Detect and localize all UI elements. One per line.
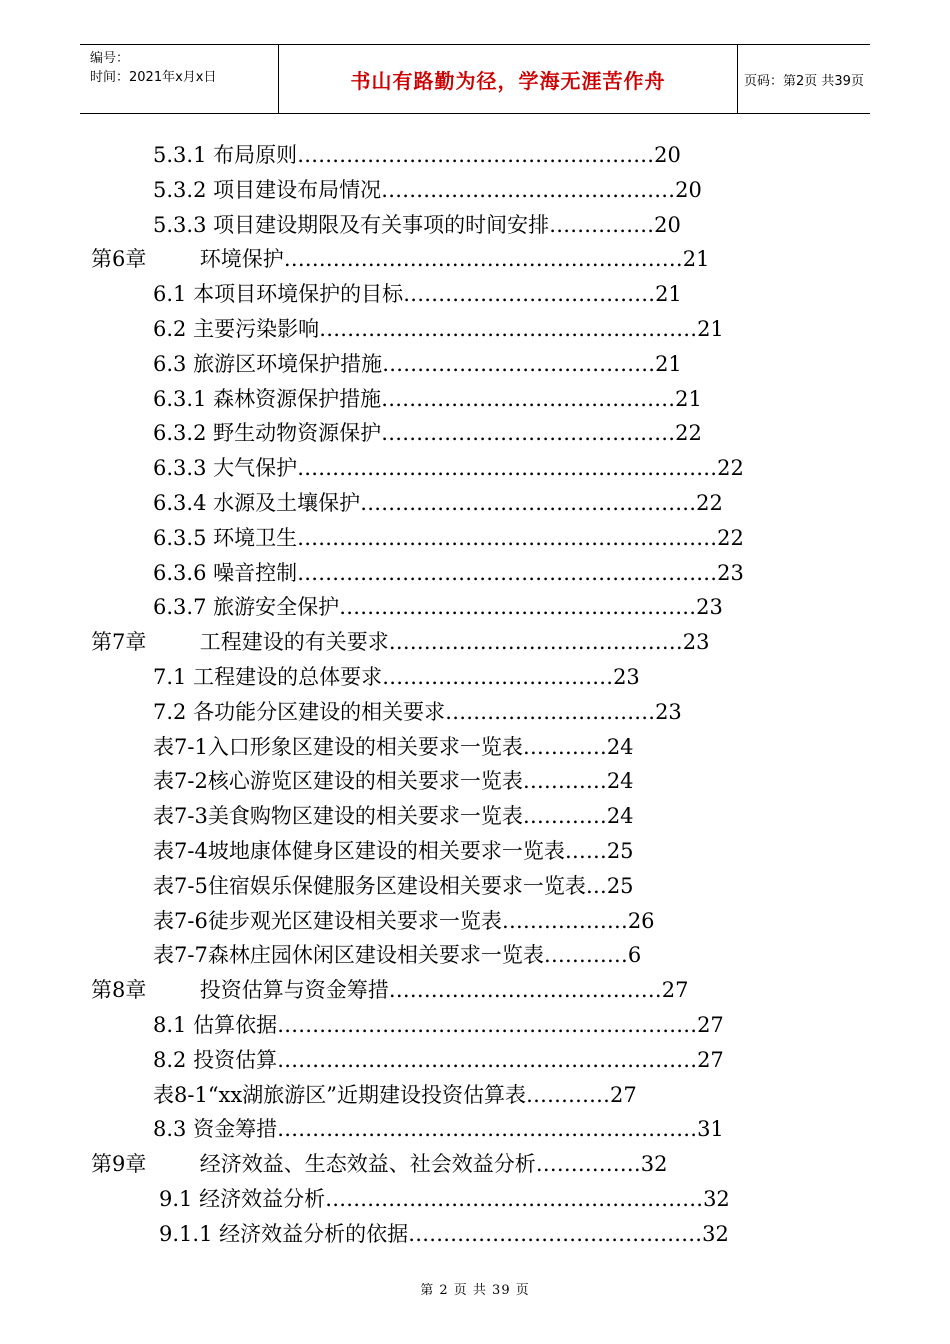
toc-entry <box>153 556 744 591</box>
toc-entry-text: 8.1 估算依据……………………………………………………27 <box>153 1013 724 1037</box>
toc-entry-text: 8.3 资金筹措……………………………………………………31 <box>153 1117 724 1142</box>
toc-entry-text: 6.3.5 环境卫生……………………………………………………22 <box>153 525 744 550</box>
toc-entry <box>153 208 681 243</box>
toc-entry <box>153 416 702 451</box>
toc-entry <box>153 590 723 625</box>
toc-entry <box>91 242 709 277</box>
document-time-label: 时间：2021年x月x日 <box>90 70 217 85</box>
toc-entry <box>153 451 744 486</box>
toc-entry-text: 表7-2核心游览区建设的相关要求一览表…………24 <box>153 769 634 794</box>
toc-entry <box>153 486 723 521</box>
toc-entry-text: 5.3.1 布局原则……………………………………………20 <box>153 143 681 167</box>
header-meta <box>90 49 280 87</box>
toc-entry-text: 6.3.1 森林资源保护措施……………………………………21 <box>153 386 702 411</box>
toc-entry-text: 表7-7森林庄园休闲区建设相关要求一览表…………6 <box>153 943 642 968</box>
toc-entry-text: 9.1.1 经济效益分析的依据……………………………………32 <box>159 1221 729 1246</box>
toc-entry <box>91 625 709 660</box>
toc-entry-text: 第7章 工程建设的有关要求……………………………………23 <box>91 630 710 655</box>
toc-entry-text: 表7-1入口形象区建设的相关要求一览表…………24 <box>153 734 634 759</box>
toc-entry-text: 6.3.3 大气保护……………………………………………………22 <box>153 456 744 481</box>
toc-entry-text: 6.3.7 旅游安全保护……………………………………………23 <box>153 595 723 620</box>
toc-entry <box>159 1182 730 1217</box>
toc-entry <box>153 730 634 765</box>
toc-entry-text: 表7-6徒步观光区建设相关要求一览表………………26 <box>153 908 655 933</box>
toc-entry-text: 6.3.2 野生动物资源保护……………………………………22 <box>153 421 702 446</box>
toc-entry <box>153 904 655 939</box>
header-page-info: 页码：第2页 共39页 <box>744 73 864 89</box>
toc-entry <box>153 382 702 417</box>
toc-entry-text: 第9章 经济效益、生态效益、社会效益分析……………32 <box>91 1152 668 1177</box>
toc-entry-text: 8.2 投资估算……………………………………………………27 <box>153 1047 724 1072</box>
toc-entry <box>153 521 744 556</box>
toc-entry-text: 第8章 投资估算与资金筹措…………………………………27 <box>91 978 689 1003</box>
toc-entry <box>153 1043 724 1078</box>
toc-entry-text: 7.2 各功能分区建设的相关要求…………………………23 <box>153 699 682 724</box>
toc-entry <box>153 347 682 382</box>
toc-entry-text: 表7-3美食购物区建设的相关要求一览表…………24 <box>153 804 634 829</box>
toc-entry-text: 9.1 经济效益分析………………………………………………32 <box>159 1187 730 1211</box>
toc-entry <box>153 312 724 347</box>
toc-entry <box>153 764 634 799</box>
toc-entry <box>159 1217 729 1252</box>
toc-entry-text: 表7-5住宿娱乐保健服务区建设相关要求一览表…25 <box>153 873 634 898</box>
toc-entry <box>153 138 681 173</box>
toc-entry-text: 6.3 旅游区环境保护措施…………………………………21 <box>153 351 682 376</box>
page-header <box>80 44 870 114</box>
toc-entry <box>153 834 634 869</box>
toc-entry <box>153 1112 724 1147</box>
toc-entry <box>153 938 641 973</box>
toc-entry-text: 5.3.2 项目建设布局情况……………………………………20 <box>153 177 702 202</box>
toc-entry-text: 5.3.3 项目建设期限及有关事项的时间安排……………20 <box>153 212 681 237</box>
toc-entry <box>153 1008 724 1043</box>
toc-entry <box>153 660 640 695</box>
toc-entry-text: 7.1 工程建设的总体要求……………………………23 <box>153 665 640 689</box>
document-number-label: 编号： <box>90 51 130 66</box>
toc-entry <box>153 799 634 834</box>
toc-entry <box>91 973 688 1008</box>
toc-entry-text: 6.2 主要污染影响………………………………………………21 <box>153 317 724 341</box>
toc-entry <box>153 869 634 904</box>
toc-entry <box>153 277 682 312</box>
toc-entry <box>153 695 682 730</box>
toc-entry <box>153 1078 637 1113</box>
toc-entry-text: 6.3.4 水源及土壤保护…………………………………………22 <box>153 491 723 515</box>
toc-entry-text: 表8-1“xx湖旅游区”近期建设投资估算表…………27 <box>153 1082 637 1107</box>
page-footer: 第 2 页 共 39 页 <box>420 1283 530 1298</box>
toc-entry-text: 6.1 本项目环境保护的目标………………………………21 <box>153 282 682 307</box>
toc-entry-text: 6.3.6 噪音控制……………………………………………………23 <box>153 560 744 585</box>
toc-entry-text: 表7-4坡地康体健身区建设的相关要求一览表……25 <box>153 839 634 863</box>
header-motto: 书山有路勤为径，学海无涯苦作舟 <box>278 45 738 113</box>
toc-entry <box>91 1147 667 1182</box>
toc-entry <box>153 173 702 208</box>
toc-entry-text: 第6章 环境保护…………………………………………………21 <box>91 247 710 272</box>
